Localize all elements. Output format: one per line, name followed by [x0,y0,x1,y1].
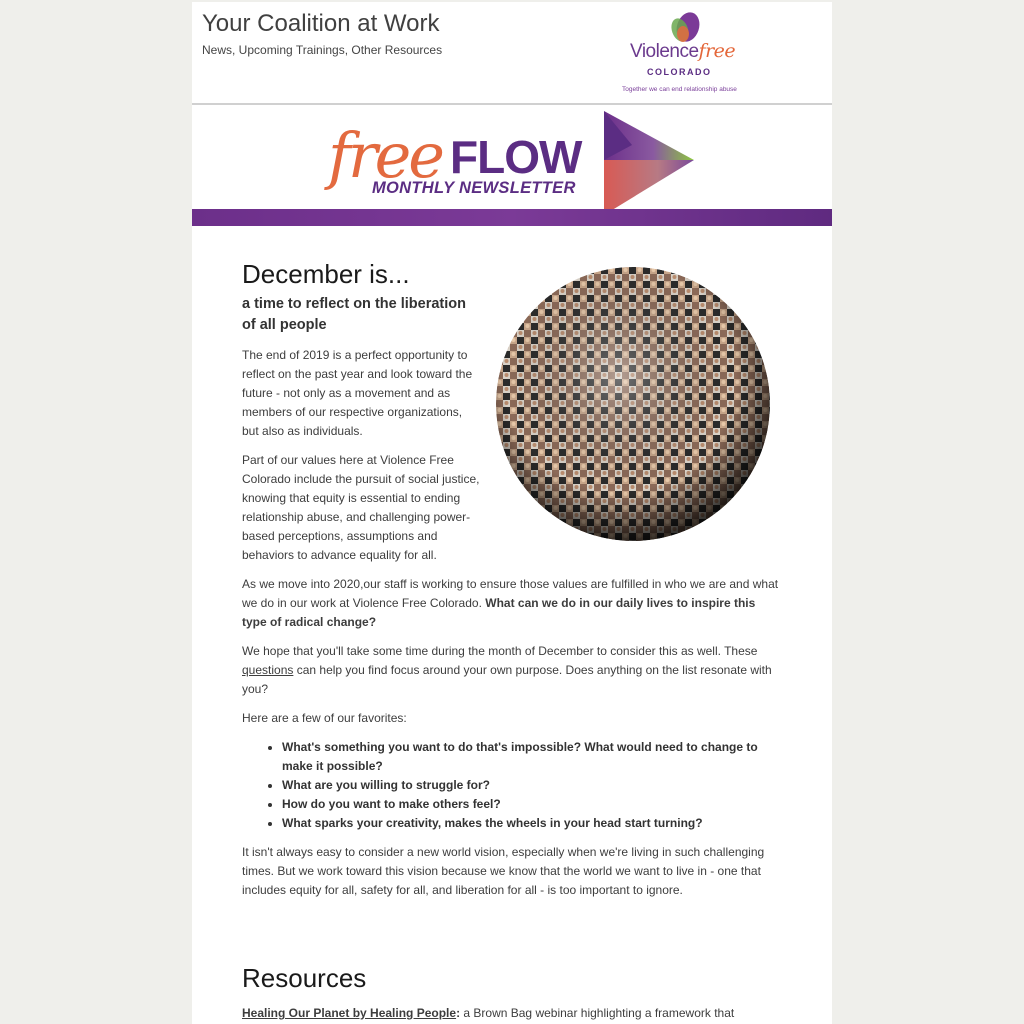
page-subtitle: News, Upcoming Trainings, Other Resources [202,43,443,57]
banner-flow-text: FLOW [450,131,582,183]
list-item: • What's something you want to do that's impossible? What would need to change to make it possible? [282,738,782,776]
resource-item: Healing Our Planet by Healing People: a Brown Bag webinar highlighting a framework that [242,1006,735,1020]
list-item: • What are you willing to struggle for? [282,776,782,795]
banner-monthly-newsletter: MONTHLY NEWSLETTER [372,179,576,197]
paragraph-1: The end of 2019 is a perfect opportunity to reflect on the past year and look toward the future - not only as a movement and as members of our respective organizations, but also as individuals. [242,348,473,438]
list-item: • What sparks your creativity, makes the wheels in your head start turning? [282,814,782,833]
violence-free-colorado-logo[interactable] [620,10,744,100]
article-subheading: a time to reflect on the liberation of all people [242,296,466,333]
paragraph-6: It isn't always easy to consider a new world vision, especially when we're living in such challenging times. But we work toward this vision because we know that the world we want to live in - one that includes equity for all, safety for all, and liberation for all - is too important to ignore. [242,845,765,897]
freeflow-banner [192,105,832,226]
logo-state: COLORADO [647,67,712,77]
page-title: Your Coalition at Work [202,10,440,37]
newsletter-header [192,2,832,105]
butterfly-icon [620,10,744,44]
list-item: • How do you want to make others feel? [282,795,782,814]
logo-wordmark: Violencefree [630,40,736,62]
healing-planet-link[interactable]: Healing Our Planet by Healing People [242,1006,457,1020]
paragraph-3: As we move into 2020,our staff is working to ensure those values are fulfilled in who we are and what we do in our work at Violence Free Colorado. What can we do in our daily lives to inspire this type of radical change? [242,577,779,629]
faces-globe-image [496,267,770,541]
article-content [242,258,782,1023]
article-heading: December is... [242,259,410,289]
banner-free-text: free [328,119,442,192]
paragraph-5: Here are a few of our favorites: [242,711,407,725]
paragraph-2: Part of our values here at Violence Free Colorado include the pursuit of social justice, knowing that equity is essential to ending relationship abuse, and challenging power-based perceptions, assumptions and behaviors to advance equality for all. [242,453,480,562]
paragraph-4: We hope that you'll take some time during the month of December to consider this as well. These questions can help you find focus around your own purpose. Does anything on the list resonate with you? [242,644,772,696]
favorites-list [242,738,782,833]
questions-link[interactable]: questions [242,663,294,677]
banner-stripe [192,209,832,226]
resources-heading: Resources [242,963,367,993]
newsletter-page [192,2,832,1024]
logo-tagline: Together we can end relationship abuse [622,86,737,93]
